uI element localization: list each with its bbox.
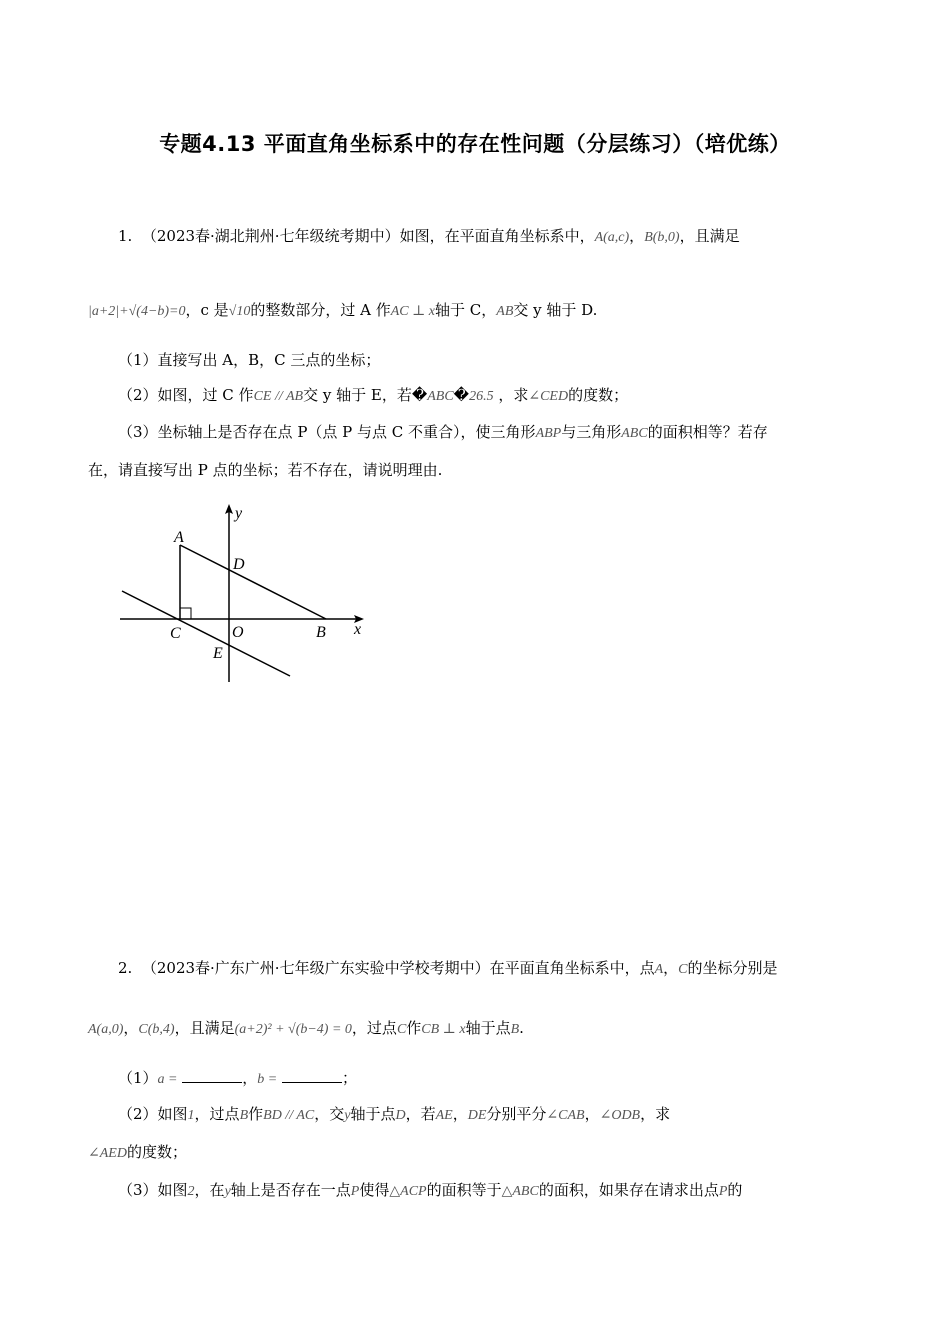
q2-sub2-ODB: ∠ODB bbox=[599, 1108, 641, 1123]
q1-text-c3: 轴于 C， bbox=[435, 301, 497, 319]
q1-sub3-line2: 在，请直接写出 P 点的坐标；若不存在，请说明理由. bbox=[88, 461, 443, 479]
q2-sub3-P2: P bbox=[718, 1184, 728, 1199]
q2-sub2-DE: DE bbox=[467, 1108, 487, 1123]
q2-expr-A: A bbox=[654, 962, 664, 977]
q2-sub2-CAB: ∠CAB bbox=[546, 1108, 585, 1123]
q2-sub1 bbox=[118, 1068, 357, 1090]
q1-sub3-b: 与三角形 bbox=[561, 423, 622, 441]
q2-sub2-a: （2）如图 bbox=[118, 1105, 188, 1123]
q2-sub1-end: ； bbox=[342, 1069, 358, 1087]
label-x: x bbox=[354, 621, 362, 638]
q2-sub1-expr-b: b = bbox=[257, 1072, 278, 1087]
q2-expr-Cb: C(b,4) bbox=[138, 1022, 175, 1037]
q2-sub2-h: 分别平分 bbox=[486, 1105, 547, 1123]
q1-sub2-c: � bbox=[453, 386, 470, 404]
q2-sub3-fig: 2 bbox=[187, 1184, 195, 1199]
q1-sub3 bbox=[118, 422, 768, 444]
q2-sub3-P: P bbox=[350, 1184, 360, 1199]
q2-sub2-expr: BD // AC bbox=[263, 1108, 315, 1123]
q1-sep: ， bbox=[629, 227, 645, 245]
q1-sub3-expr2: ABC bbox=[621, 426, 648, 441]
q2-expr-Aa: A(a,0) bbox=[88, 1022, 124, 1037]
q2-sub2-g: ， bbox=[452, 1105, 468, 1123]
q1-line2 bbox=[88, 300, 597, 322]
label-B: B bbox=[316, 624, 326, 641]
q2-line1 bbox=[118, 958, 778, 980]
segment-AB bbox=[180, 545, 326, 619]
q2-sub1-sep: ， bbox=[242, 1069, 258, 1087]
q2-sub2-B: B bbox=[239, 1108, 249, 1123]
label-D: D bbox=[233, 556, 245, 573]
q1-sub3-a: （3）坐标轴上是否存在点 P（点 P 与点 C 不重合），使三角形 bbox=[118, 423, 536, 441]
q2-sub3-y: y bbox=[224, 1184, 231, 1199]
q2-text4: 作 bbox=[406, 1019, 422, 1037]
q1-expr-AB: AB bbox=[496, 304, 514, 319]
q2-text3: ，过点 bbox=[351, 1019, 397, 1037]
q2-sub3-f: 的面积，如果存在请求出点 bbox=[538, 1181, 719, 1199]
q1-sub2-e: 的度数； bbox=[568, 386, 629, 404]
q1-sub2-b: 交 y 轴于 E，若� bbox=[303, 386, 428, 404]
q2-expr-B: B bbox=[510, 1022, 520, 1037]
q2-sub2-b: ，过点 bbox=[194, 1105, 240, 1123]
q2-text6: . bbox=[519, 1019, 524, 1037]
q2-sub3-d: 使得 bbox=[359, 1181, 390, 1199]
q1-sub2-d: ，求 bbox=[498, 386, 529, 404]
q2-sub2-AE: AE bbox=[435, 1108, 453, 1123]
q2-sub2-AED: ∠AED bbox=[88, 1146, 127, 1161]
q1-expr-perp: AC ⊥ x bbox=[390, 304, 436, 319]
line-CE bbox=[122, 591, 290, 676]
q2-sub3-ACP: △ACP bbox=[389, 1184, 427, 1199]
q1-sub3-c: 的面积相等？若存 bbox=[647, 423, 768, 441]
q2-sub3 bbox=[118, 1180, 742, 1202]
q2-text5: 轴于点 bbox=[465, 1019, 511, 1037]
label-O: O bbox=[232, 624, 244, 641]
q2-sub2-fig: 1 bbox=[187, 1108, 195, 1123]
q1-sub2 bbox=[118, 385, 628, 407]
q1-expr-B: B(b,0) bbox=[644, 230, 680, 245]
q2-expr-cond: (a+2)² + √(b−4) = 0 bbox=[234, 1022, 352, 1037]
q2-sub2-c: 作 bbox=[248, 1105, 264, 1123]
q2-sub3-g: 的 bbox=[727, 1181, 743, 1199]
q2-sub2-k: 的度数； bbox=[126, 1143, 187, 1161]
q2-expr-C2: C bbox=[396, 1022, 407, 1037]
q2-sep1: ， bbox=[663, 959, 679, 977]
q2-sep2: ， bbox=[123, 1019, 139, 1037]
q1-sub2-val: 26.5 bbox=[469, 389, 494, 404]
right-angle-mark bbox=[180, 608, 191, 619]
q1-number: 1. bbox=[118, 227, 133, 245]
q2-sub2-f: ，若 bbox=[405, 1105, 436, 1123]
q2-sub2-d: ，交 bbox=[314, 1105, 345, 1123]
label-C: C bbox=[170, 625, 181, 642]
page-title: 专题4.13 平面直角坐标系中的存在性问题（分层练习）（培优练） bbox=[159, 132, 791, 156]
q1-expr-sqrt10: √10 bbox=[228, 304, 251, 319]
label-A: A bbox=[174, 529, 184, 546]
label-E: E bbox=[213, 645, 223, 662]
q1-sub3-expr: ABP bbox=[535, 426, 562, 441]
q2-text1: 的坐标分别是 bbox=[687, 959, 778, 977]
q1-sub2-expr: CE // AB bbox=[253, 389, 304, 404]
q2-number: 2. bbox=[118, 959, 133, 977]
q1-figure bbox=[110, 500, 380, 690]
q2-sub3-e: 的面积等于 bbox=[426, 1181, 502, 1199]
q2-sub2-D: D bbox=[395, 1108, 406, 1123]
q2-expr-CB: CB ⊥ x bbox=[421, 1022, 466, 1037]
q1-expr-A: A(a,c) bbox=[594, 230, 630, 245]
label-y: y bbox=[235, 505, 243, 522]
q1-text-c2: 的整数部分，过 A 作 bbox=[250, 301, 391, 319]
answer-blank-b[interactable] bbox=[282, 1068, 342, 1083]
q1-cond-intro: ，且满足 bbox=[679, 227, 740, 245]
q2-sub1-expr-a: a = bbox=[157, 1072, 178, 1087]
q2-sub2-e: 轴于点 bbox=[350, 1105, 396, 1123]
q1-line1 bbox=[118, 226, 740, 248]
q1-sub2-expr2: ABC bbox=[427, 389, 454, 404]
q2-line2 bbox=[88, 1018, 524, 1040]
q2-text2: ，且满足 bbox=[174, 1019, 235, 1037]
q2-expr-C: C bbox=[678, 962, 688, 977]
q2-sub2-i: ， bbox=[584, 1105, 600, 1123]
q2-source: （2023春·广东广州·七年级广东实验中学校考期中）在平面直角坐标系中，点 bbox=[141, 959, 655, 977]
q1-expr-cond: |a+2|+√(4−b)=0 bbox=[88, 304, 186, 319]
q2-sub1-a: （1） bbox=[118, 1069, 158, 1087]
answer-blank-a[interactable] bbox=[182, 1068, 242, 1083]
q2-sub3-c: 轴上是否存在一点 bbox=[230, 1181, 351, 1199]
q2-sub2-line2 bbox=[88, 1142, 187, 1164]
q2-sub3-ABC: △ABC bbox=[501, 1184, 539, 1199]
q1-source: （2023春·湖北荆州·七年级统考期中）如图，在平面直角坐标系中， bbox=[141, 227, 595, 245]
q1-sub2-expr3: ∠CED bbox=[528, 389, 569, 404]
q2-sub3-b: ，在 bbox=[194, 1181, 225, 1199]
q2-sub2-j: ，求 bbox=[640, 1105, 671, 1123]
q1-sub2-a: （2）如图，过 C 作 bbox=[118, 386, 254, 404]
q1-text-c: ，c 是 bbox=[185, 301, 229, 319]
q1-text-c4: 交 y 轴于 D. bbox=[513, 301, 598, 319]
q1-sub1: （1）直接写出 A，B，C 三点的坐标； bbox=[118, 351, 381, 369]
q2-sub3-a: （3）如图 bbox=[118, 1181, 188, 1199]
q2-sub2 bbox=[118, 1104, 670, 1126]
q2-sub2-y: y bbox=[344, 1108, 351, 1123]
